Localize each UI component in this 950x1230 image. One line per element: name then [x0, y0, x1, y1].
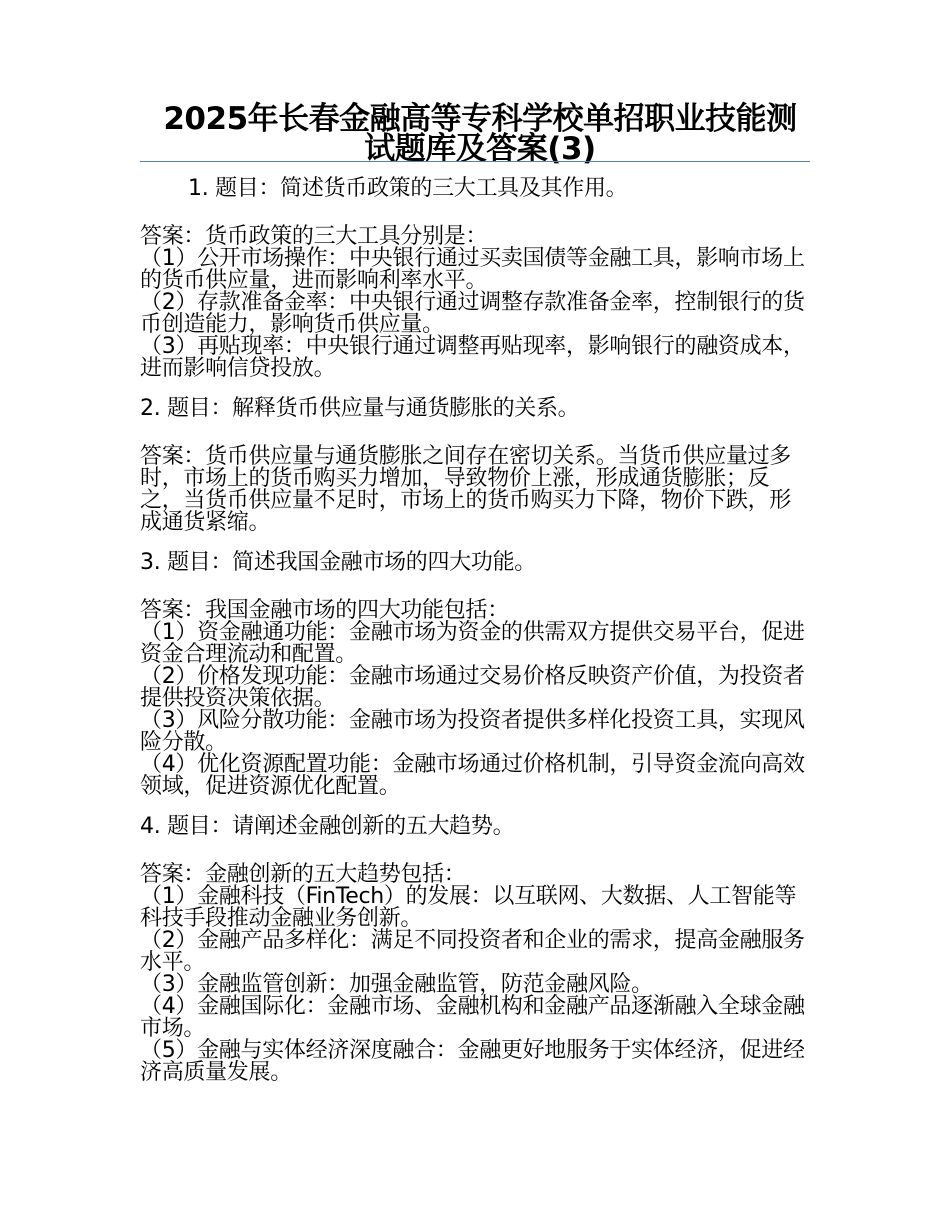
title-underline	[140, 161, 810, 162]
answer-4-item-4: （4）金融国际化：金融市场、金融机构和金融产品逐渐融入全球金融市场。	[140, 994, 805, 1041]
answer-4-item-3: （3）金融监管创新：加强金融监管，防范金融风险。	[140, 972, 653, 997]
question-4: 4. 题目：请阐述金融创新的五大趋势。	[140, 814, 515, 839]
question-2: 2. 题目：解释货币供应量与通货膨胀的关系。	[140, 396, 580, 421]
answer-3-item-4: （4）优化资源配置功能：金融市场通过价格机制，引导资金流向高效领域，促进资源优化配置。	[140, 752, 805, 799]
answer-2-text: 答案：货币供应量与通货膨胀之间存在密切关系。当货币供应量过多时，市场上的货币购买力增加，导致物价上涨，形成通货膨胀；反之，当货币供应量不足时，市场上的货币购买力下降，物价下跌，形成通货紧缩。	[140, 444, 792, 535]
document-title: 2025年长春金融高等专科学校单招职业技能测试题库及答案(3)	[163, 101, 797, 167]
answer-1-item-2: （2）存款准备金率：中央银行通过调整存款准备金率，控制银行的货币创造能力，影响货币供应量。	[140, 290, 805, 337]
answer-1-item-1: （1）公开市场操作：中央银行通过买卖国债等金融工具，影响市场上的货币供应量，进而影响利率水平。	[140, 246, 805, 293]
answer-3-item-3: （3）风险分散功能：金融市场为投资者提供多样化投资工具，实现风险分散。	[140, 708, 805, 755]
answer-4-item-5: （5）金融与实体经济深度融合：金融更好地服务于实体经济，促进经济高质量发展。	[140, 1038, 805, 1085]
answer-3-item-2: （2）价格发现功能：金融市场通过交易价格反映资产价值，为投资者提供投资决策依据。	[140, 664, 805, 711]
answer-1-item-3: （3）再贴现率：中央银行通过调整再贴现率，影响银行的融资成本，进而影响信贷投放。	[140, 334, 805, 381]
question-3: 3. 题目：简述我国金融市场的四大功能。	[140, 550, 536, 575]
answer-4-item-2: （2）金融产品多样化：满足不同投资者和企业的需求，提高金融服务水平。	[140, 928, 805, 975]
question-1: 1. 题目：简述货币政策的三大工具及其作用。	[188, 176, 628, 201]
answer-3-item-1: （1）资金融通功能：金融市场为资金的供需双方提供交易平台，促进资金合理流动和配置。	[140, 620, 805, 667]
answer-4-intro: 答案：金融创新的五大趋势包括：	[140, 862, 466, 887]
answer-1-intro: 答案：货币政策的三大工具分别是：	[140, 224, 488, 249]
answer-4-item-1: （1）金融科技（FinTech）的发展：以互联网、大数据、人工智能等科技手段推动金融业务创新。	[140, 884, 797, 931]
answer-3-intro: 答案：我国金融市场的四大功能包括：	[140, 598, 509, 623]
document-body	[140, 178, 810, 1084]
